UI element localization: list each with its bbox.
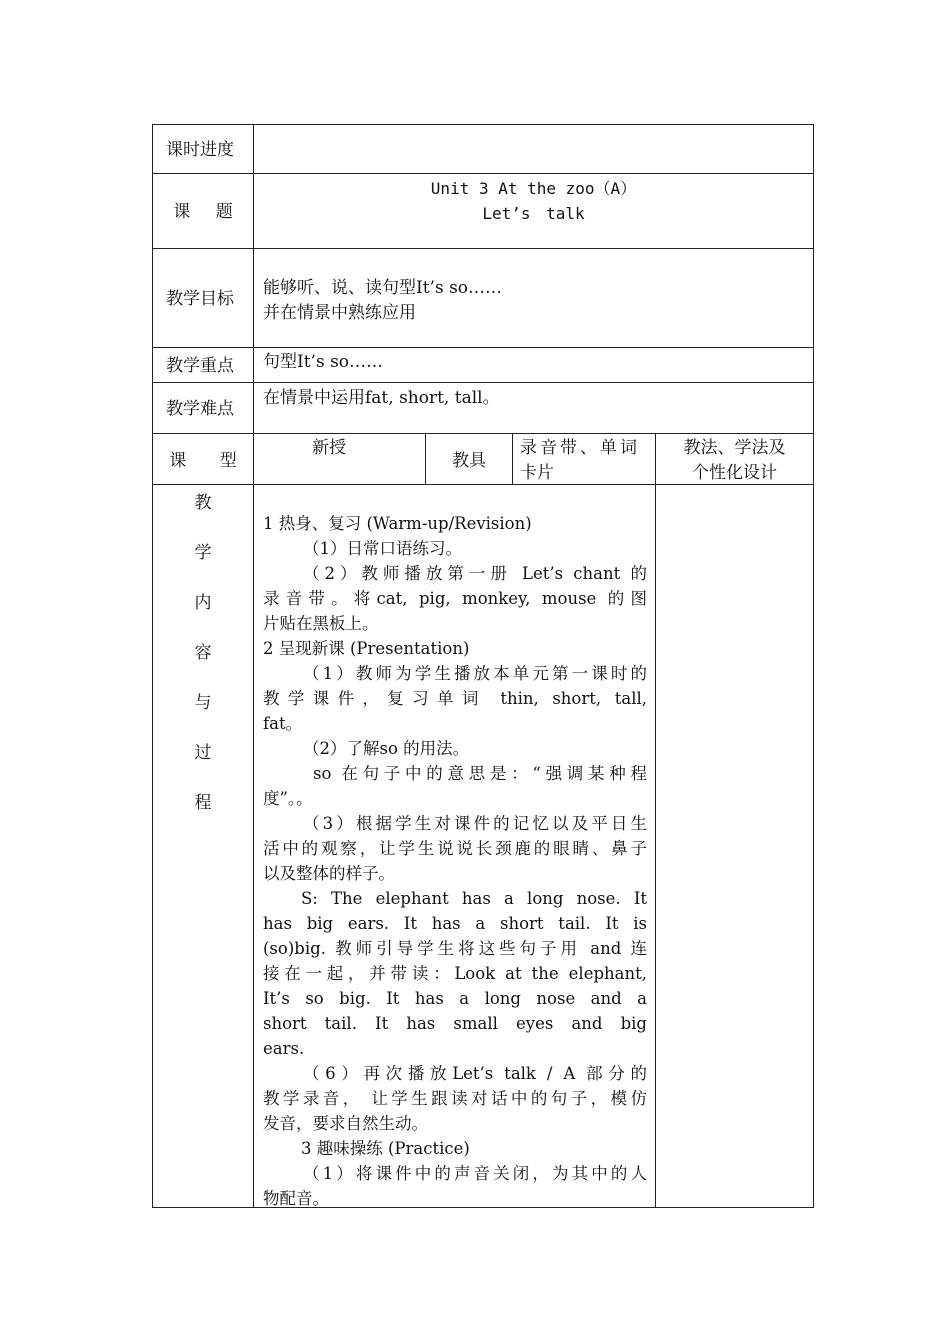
topic-label: 课 题 <box>173 202 233 222</box>
key-point-label: 教学重点 <box>166 356 234 376</box>
difficulty-label: 教学难点 <box>166 399 234 419</box>
process-label-char: 过 <box>194 743 212 763</box>
process-line: so 在句子中的意思是：“强调某种程 <box>313 764 647 783</box>
process-line: （2）了解so 的用法。 <box>303 739 470 758</box>
process-line: 教学课件，复习单词 thin, short, tall, <box>263 689 647 708</box>
process-line: （1）教师为学生播放本单元第一课时的 <box>303 664 647 683</box>
process-label <box>153 488 253 813</box>
process-line: 发音，要求自然生动。 <box>263 1114 428 1133</box>
process-line: 接在一起，并带读：Look at the elephant, <box>263 964 647 983</box>
notes-column-divider <box>655 433 656 1208</box>
teaching-aids-value-2: 卡片 <box>520 463 554 483</box>
progress-label: 课时进度 <box>166 140 234 160</box>
method-design-label-1: 教法、学法及 <box>683 438 786 458</box>
type-row-divider-2 <box>512 433 513 485</box>
teaching-aids-label: 教具 <box>452 451 486 471</box>
process-line: 度”。。 <box>263 789 313 808</box>
process-line: （6）再次播放Let’s talk / A 部分的 <box>303 1064 647 1083</box>
objective-line-2: 并在情景中熟练应用 <box>263 303 416 323</box>
process-line: It’s so big. It has a long nose and a <box>263 989 647 1008</box>
teaching-aids-value-1: 录音带、单词 <box>520 438 640 458</box>
process-line: （1）日常口语练习。 <box>303 539 462 558</box>
process-line: 录音带。将cat, pig, monkey, mouse 的图 <box>263 589 647 608</box>
process-label-char: 与 <box>194 693 212 713</box>
key-point-value: 句型It’s so…… <box>263 352 384 372</box>
process-line: 以及整体的样子。 <box>263 864 395 883</box>
process-line: has big ears. It has a short tail. It is <box>263 914 647 933</box>
process-label-char: 教 <box>194 493 212 513</box>
process-line: (so)big. 教师引导学生将这些句子用 and 连 <box>263 939 647 958</box>
table-border-right <box>813 124 814 1208</box>
topic-subtitle: Let’s talk <box>482 204 585 223</box>
process-line: 物配音。 <box>263 1189 329 1208</box>
process-line: （1）将课件中的声音关闭，为其中的人 <box>303 1164 647 1183</box>
process-line: 教学录音， 让学生跟读对话中的句子，模仿 <box>263 1089 647 1108</box>
process-line: 片贴在黑板上。 <box>263 614 379 633</box>
process-label-char: 内 <box>194 593 212 613</box>
process-line: （3）根据学生对课件的记忆以及平日生 <box>303 814 647 833</box>
objective-line-1: 能够听、说、读句型It’s so…… <box>263 278 503 298</box>
method-design-label-2: 个性化设计 <box>692 463 777 483</box>
row-line-3 <box>152 347 814 348</box>
process-line: 2 呈现新课 (Presentation) <box>263 639 470 658</box>
process-line: 1 热身、复习 (Warm-up/Revision) <box>263 514 532 533</box>
objective-label: 教学目标 <box>166 289 234 309</box>
process-line: ears. <box>263 1039 305 1058</box>
difficulty-value: 在情景中运用fat, short, tall。 <box>263 388 500 408</box>
row-line-1 <box>152 173 814 174</box>
process-line: 活中的观察，让学生说说长颈鹿的眼睛、鼻子 <box>263 839 647 858</box>
process-line: short tail. It has small eyes and big <box>263 1014 647 1033</box>
process-label-char: 容 <box>194 643 212 663</box>
process-label-char: 程 <box>194 793 212 813</box>
lesson-type-label: 课 型 <box>169 451 237 471</box>
process-line: fat。 <box>263 714 303 733</box>
row-line-top <box>152 124 814 125</box>
process-line: （2）教师播放第一册 Let’s chant 的 <box>303 564 647 583</box>
process-line: S: The elephant has a long nose. It <box>301 889 647 908</box>
row-line-5 <box>152 433 814 434</box>
process-label-char: 学 <box>194 543 212 563</box>
process-line: 3 趣味操练 (Practice) <box>301 1139 470 1158</box>
label-column-divider <box>253 124 254 1208</box>
row-line-2 <box>152 248 814 249</box>
lesson-type-value: 新授 <box>312 438 346 458</box>
topic-title: Unit 3 At the zoo（A） <box>430 179 637 198</box>
row-line-4 <box>152 382 814 383</box>
